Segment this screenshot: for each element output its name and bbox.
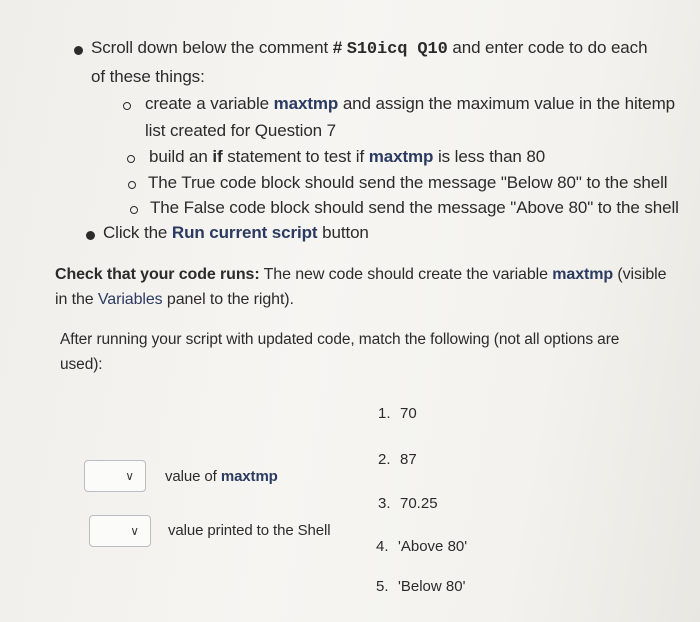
- match-option: 1. 70: [378, 405, 417, 422]
- sub-item-3: The True code block should send the message "Below 80" to the shell: [148, 173, 668, 192]
- check-paragraph: Check that your code runs: The new code should create the variable maxtmp (visible: [55, 266, 667, 283]
- variables-link[interactable]: Variables: [97, 291, 163, 308]
- instruction-item-2: Click the Run current script button: [103, 223, 369, 242]
- code-comment: S10icq Q10: [346, 40, 448, 59]
- match-option: 4. 'Above 80': [376, 538, 468, 555]
- sub-item-1: create a variable maxtmp and assign the maximum value in the hitemp: [145, 94, 676, 113]
- circle-bullet-icon: [128, 181, 136, 189]
- match-option: 2. 87: [378, 451, 417, 468]
- bullet-icon: [86, 231, 95, 240]
- match-select-maxtmp[interactable]: [84, 460, 146, 492]
- instruction-item-1-cont: of these things:: [91, 67, 205, 86]
- match-prompt-shell: value printed to the Shell: [168, 522, 331, 539]
- match-option: 3. 70.25: [378, 495, 438, 512]
- circle-bullet-icon: [123, 102, 131, 110]
- sub-item-2: build an if statement to test if maxtmp is less than 80: [149, 147, 546, 166]
- chevron-down-icon: ∨: [130, 524, 139, 538]
- match-select-shell[interactable]: [89, 515, 151, 547]
- instruction-item-1: Scroll down below the comment # S10icq Q10 and enter code to do each: [91, 38, 648, 59]
- match-instructions-cont: used):: [60, 356, 103, 373]
- circle-bullet-icon: [127, 155, 135, 163]
- bullet-icon: [74, 46, 83, 55]
- chevron-down-icon: ∨: [125, 469, 134, 483]
- sub-item-1-cont: list created for Question 7: [145, 121, 337, 140]
- sub-item-4: The False code block should send the message "Above 80" to the shell: [150, 198, 679, 217]
- match-option: 5. 'Below 80': [376, 578, 466, 595]
- check-paragraph-cont: in the Variables panel to the right).: [55, 291, 294, 308]
- circle-bullet-icon: [130, 206, 138, 214]
- match-prompt-maxtmp: value of maxtmp: [165, 468, 278, 485]
- match-instructions: After running your script with updated code, match the following (not all options are: [60, 331, 620, 348]
